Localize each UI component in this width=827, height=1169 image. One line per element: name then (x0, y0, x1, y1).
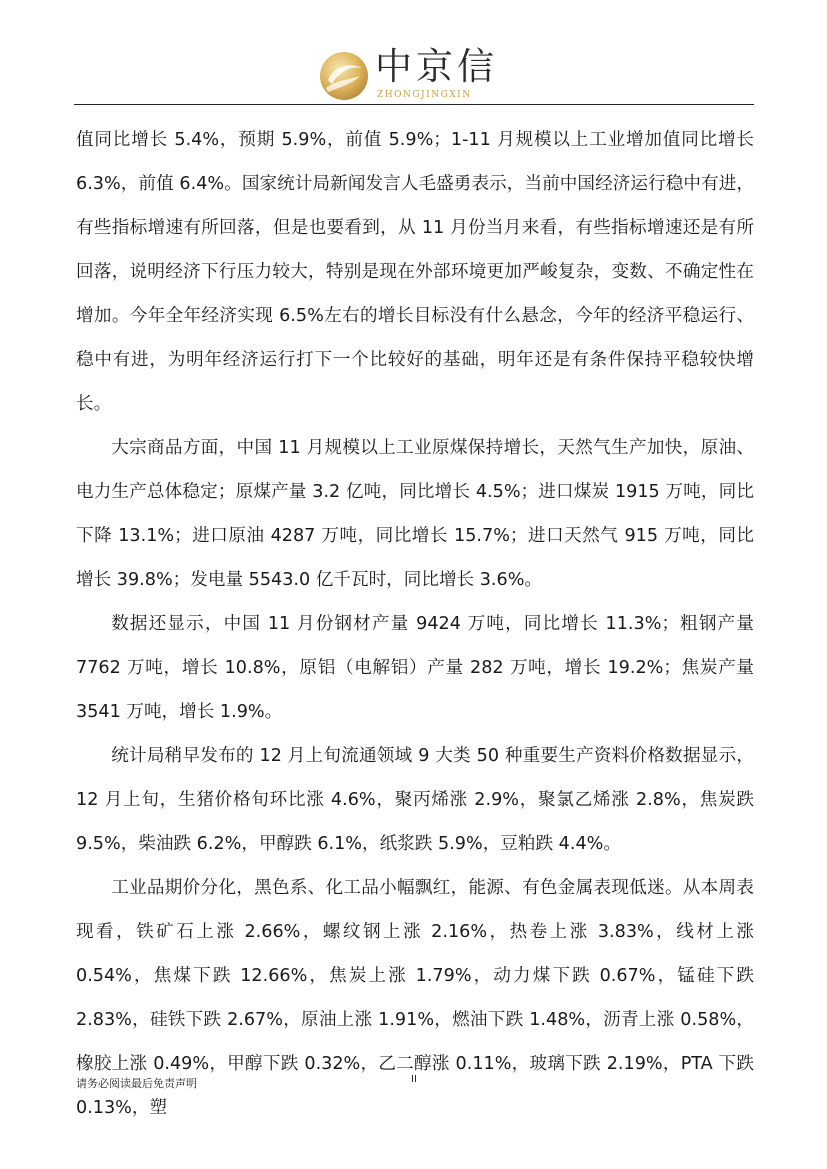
brand-name: 中京信 (375, 45, 498, 88)
disclaimer-note: 请务必阅读最后免责声明 (76, 1077, 197, 1090)
paragraph-futures: 工业品期价分化，黑色系、化工品小幅飘红，能源、有色金属表现低迷。从本周表现看，铁矿石上涨 2.66%，螺纹钢上涨 2.16%，热卷上涨 3.83%，线材上涨 0.54%，焦煤下跌 12.66%，焦炭上涨 1.79%，动力煤下跌 0.67%，锰硅下跌 2.83%，硅铁下跌 2.67%，原油上涨 1.91%，燃油下跌 1.48%，沥青上涨 0.58%，橡胶上涨 0.49%，甲醇下跌 0.32%，乙二醇涨 0.11%，玻璃下跌 2.19%，PTA 下跌 0.13%，塑 (76, 878, 754, 1118)
paragraph-commodities: 大宗商品方面，中国 11 月规模以上工业原煤保持增长，天然气生产加快，原油、电力生产总体稳定；原煤产量 3.2 亿吨，同比增长 4.5%；进口煤炭 1915 万吨，同比下降 13.1%；进口原油 4287 万吨，同比增长 15.7%；进口天然气 915 万吨，同比增长 39.8%；发电量 5543.0 亿千瓦时，同比增长 3.6%。 (76, 438, 754, 590)
report-body (76, 118, 754, 1130)
paragraph-continued: 值同比增长 5.4%，预期 5.9%，前值 5.9%；1-11 月规模以上工业增加值同比增长 6.3%，前值 6.4%。国家统计局新闻发言人毛盛勇表示，当前中国经济运行稳中有进，有些指标增速有所回落，但是也要看到，从 11 月份当月来看，有些指标增速还是有所回落，说明经济下行压力较大，特别是现在外部环境更加严峻复杂，变数、不确定性在增加。今年全年经济实现 6.5%左右的增长目标没有什么悬念，今年的经济平稳运行、稳中有进，为明年经济运行打下一个比较好的基础，明年还是有条件保持平稳较快增长。 (76, 130, 754, 414)
paragraph-steel-output: 数据还显示，中国 11 月份钢材产量 9424 万吨，同比增长 11.3%；粗钢产量 7762 万吨，增长 10.8%，原铝（电解铝）产量 282 万吨，增长 19.2%；焦炭产量 3541 万吨，增长 1.9%。 (76, 614, 754, 722)
zhongjingxin-logo-icon (318, 50, 370, 102)
paragraph-price-data: 统计局稍早发布的 12 月上旬流通领域 9 大类 50 种重要生产资料价格数据显示，12 月上旬，生猪价格旬环比涨 4.6%，聚丙烯涨 2.9%，聚氯乙烯涨 2.8%，焦炭跌 9.5%，柴油跌 6.2%，甲醇跌 6.1%，纸浆跌 5.9%，豆粕跌 4.4%。 (76, 746, 754, 854)
brand-subtitle: ZHONGJINGXIN (377, 90, 472, 100)
page-header (0, 44, 827, 106)
page-number: II (411, 1074, 417, 1085)
header-divider (74, 104, 754, 105)
